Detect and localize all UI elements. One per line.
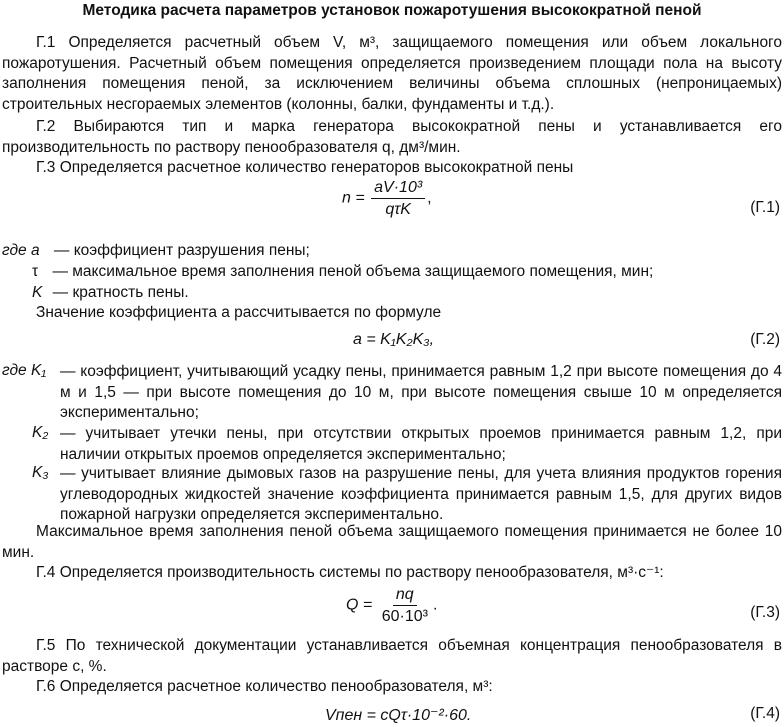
paragraph-max-time: Максимальное время заполнения пеной объема защищаемого помещения принимается не более 10 мин. (2, 523, 782, 561)
formula-g4-label: (Г.4) (750, 705, 780, 722)
formula-g1-lhs: n = (342, 189, 365, 207)
paragraph-g5: Г.5 По технической документации устанавливается объемная концентрация пенообразователя в растворе c, %. (2, 637, 782, 675)
where1-a (2, 241, 310, 261)
where2-k2-text: — учитывает утечки пены, при отсутствии открытых проемов принимается равным 1,2, при наличии открытых проемов определяется экспериментально; (60, 425, 782, 463)
document-title: Методика расчета параметров установок пожаротушения высокократной пеной (82, 2, 702, 19)
paragraph-g3: Г.3 Определяется расчетное количество генераторов высокократной пены (36, 159, 574, 176)
paragraph-g6: Г.6 Определяется расчетное количество пенообразователя, м³: (36, 678, 493, 695)
where1-k-text: — кратность пены. (52, 284, 189, 301)
where1-k-symbol: K (32, 284, 43, 301)
where2-k3-text: — учитывает влияние дымовых газов на разрушение пены, для учета влияния продуктов горения углеводородных жидкостей значение коэффициента принимается равным 1,5, для других видов пожарной нагрузки определяется экспериментально. (60, 465, 782, 523)
where1-tau (32, 262, 653, 282)
paragraph-coefficient: Значение коэффициента a рассчитывается по формуле (36, 304, 442, 321)
formula-g2 (353, 331, 434, 349)
formula-g4 (325, 705, 471, 725)
formula-g3 (346, 585, 437, 626)
formula-g2-expression: a = K₁K₂K₃, (353, 331, 435, 348)
formula-g1-numerator: aV·10³ (371, 178, 425, 199)
where1-a-text: — коэффициент разрушения пены; (53, 242, 310, 259)
paragraph-g2: Г.2 Выбираются тип и марка генератора высокократной пены и устанавливается его производительность по раствору пенообразователя q, дм³/мин. (2, 118, 782, 156)
formula-g1-label: (Г.1) (750, 199, 780, 216)
formula-g1-tail: , (427, 189, 432, 207)
formula-g3-lhs: Q = (346, 596, 373, 614)
formula-g4-expression: Vпен = cQτ·10⁻²·60. (325, 707, 472, 724)
where2-k2 (32, 424, 782, 466)
formula-g2-label: (Г.2) (750, 331, 780, 348)
formula-g3-numerator: nq (393, 585, 417, 606)
paragraph-g4: Г.4 Определяется производительность системы по раствору пенообразователя, м³·с⁻¹: (36, 564, 664, 581)
formula-g1-denominator: qτK (385, 201, 411, 218)
where2-k3 (32, 464, 782, 526)
where2-k3-symbol: K₃ (32, 464, 49, 481)
formula-g3-tail: . (432, 596, 438, 614)
formula-g3-denominator: 60·10³ (381, 608, 428, 625)
where1-tau-symbol: τ (32, 263, 39, 280)
where2-k1-symbol: где K₁ (2, 362, 47, 379)
formula-g1 (342, 178, 432, 219)
where2-k1 (2, 362, 782, 424)
where1-a-symbol: где a (2, 242, 40, 259)
formula-g3-label: (Г.3) (750, 604, 780, 621)
where1-tau-text: — максимальное время заполнения пеной объема защищаемого помещения, мин; (52, 263, 654, 280)
where2-k2-symbol: K₂ (32, 424, 49, 441)
paragraph-g1: Г.1 Определяется расчетный объем V, м³, защищаемого помещения или объем локального пожаротушения. Расчетный объем помещения определяется произведением площади пола на высоту заполнения помещения пеной, за исключением величины объема сплошных (непроницаемых) строительных несгораемых элементов (колонны, балки, фундаменты и т.д.). (2, 34, 782, 113)
where1-k (32, 283, 189, 303)
where2-k1-text: — коэффициент, учитывающий усадку пены, принимается равным 1,2 при высоте помещения до 4 м и 1,5 — при высоте помещения до 10 м, при высоте помещения свыше 10 м определяется экспериментально; (60, 363, 782, 421)
